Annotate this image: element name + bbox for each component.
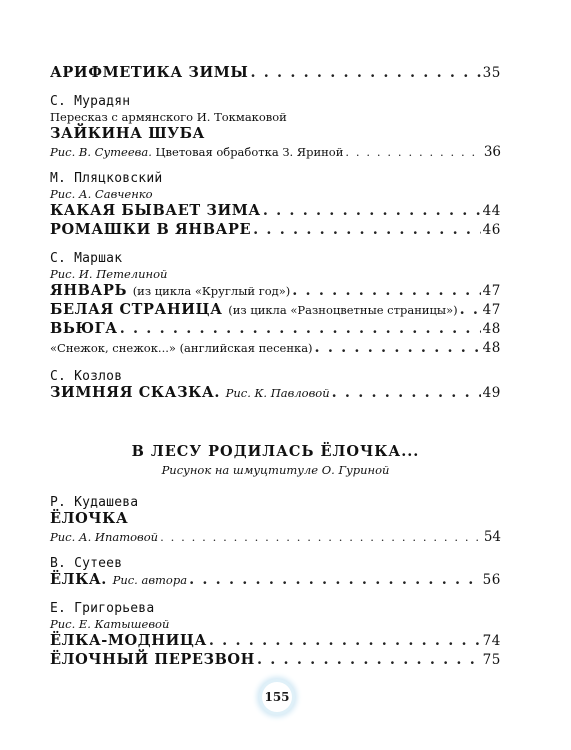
author-name: С. Козлов xyxy=(50,369,123,384)
dot-leader xyxy=(209,632,481,649)
toc-entry-title: АРИФМЕТИКА ЗИМЫ xyxy=(50,64,249,81)
toc-entry-title: БЕЛАЯ СТРАНИЦА xyxy=(50,301,223,318)
toc-entry-note: (из цикла «Разноцветные страницы») xyxy=(228,303,458,317)
author-block xyxy=(50,171,501,240)
illustrator-credit: Рис. А. Савченко xyxy=(50,187,153,201)
toc-entry xyxy=(50,384,501,403)
dot-leader xyxy=(332,384,481,401)
toc-entry-page: 48 xyxy=(482,321,501,337)
dot-leader xyxy=(189,571,481,588)
toc-entry xyxy=(50,339,501,358)
toc-entry xyxy=(50,320,501,339)
dot-leader xyxy=(460,301,481,318)
toc-entry xyxy=(50,571,501,590)
dot-leader xyxy=(263,202,481,219)
author-block xyxy=(50,369,501,403)
toc-entry-page: 35 xyxy=(482,65,501,81)
section-subtitle: Рисунок на шмуцтитуле О. Гуриной xyxy=(161,463,390,477)
toc-entry-page: 75 xyxy=(482,652,501,668)
toc-entry-title: ЁЛОЧКА xyxy=(50,510,129,527)
author-name: В. Сутеев xyxy=(50,556,123,571)
toc-entry xyxy=(50,202,501,221)
toc-entry-note: «Снежок, снежок...» (английская песенка) xyxy=(50,341,313,355)
toc-entry xyxy=(50,282,501,301)
toc-entry-title: ЁЛОЧНЫЙ ПЕРЕЗВОН xyxy=(50,651,255,668)
toc-entry xyxy=(50,144,501,160)
author-name: Р. Кудашева xyxy=(50,495,139,510)
section-title: В ЛЕСУ РОДИЛАСЬ ЁЛОЧКА... xyxy=(131,443,420,460)
author-block xyxy=(50,94,501,160)
author-block xyxy=(50,495,501,545)
toc-entry xyxy=(50,651,501,670)
toc-entry-page: 56 xyxy=(482,572,501,588)
illustrator-credit: Рис. И. Петелиной xyxy=(50,267,168,281)
toc-entry xyxy=(50,632,501,651)
toc-entry-title: ВЬЮГА xyxy=(50,320,118,337)
author-name: С. Маршак xyxy=(50,251,123,266)
toc-entry-title: ЁЛКА-МОДНИЦА xyxy=(50,632,207,649)
retelling-note: Пересказ с армянского И. Токмаковой xyxy=(50,110,287,124)
color-note: Цветовая обработка З. Яриной xyxy=(155,145,344,159)
toc-entry-page: 47 xyxy=(482,283,501,299)
toc-entry-note: (из цикла «Круглый год») xyxy=(132,284,291,298)
toc-entry-title: ЁЛКА. xyxy=(50,571,107,588)
toc-entry-title: РОМАШКИ В ЯНВАРЕ xyxy=(50,221,252,238)
author-block xyxy=(50,251,501,358)
dot-leader xyxy=(257,651,481,668)
author-name: С. Мурадян xyxy=(50,94,131,109)
toc-entry xyxy=(50,64,501,83)
toc-entry-title: КАКАЯ БЫВАЕТ ЗИМА xyxy=(50,202,261,219)
toc-entry-page: 36 xyxy=(483,144,501,160)
toc-entry xyxy=(50,301,501,320)
toc-entry-title: ЯНВАРЬ xyxy=(50,282,128,299)
toc-entry-page: 44 xyxy=(482,203,501,219)
illustrator-credit: Рис. автора xyxy=(112,573,188,587)
illustrator-credit: Рис. А. Ипатовой xyxy=(50,530,159,544)
toc-entry-title: ЗИМНЯЯ СКАЗКА. xyxy=(50,384,220,401)
illustrator-credit: Рис. В. Сутеева. xyxy=(50,145,152,159)
author-block xyxy=(50,601,501,670)
dot-leader xyxy=(315,339,481,356)
toc-entry-page: 47 xyxy=(482,302,501,318)
toc-entry-page: 74 xyxy=(482,633,501,649)
toc-entry-page: 48 xyxy=(482,340,501,356)
dot-leader xyxy=(253,221,480,238)
toc-entry xyxy=(50,529,501,545)
author-name: Е. Григорьева xyxy=(50,601,155,616)
author-block xyxy=(50,556,501,590)
toc-entry-page: 54 xyxy=(483,529,501,545)
illustrator-credit: Рис. К. Павловой xyxy=(225,386,330,400)
illustrator-credit: Рис. Е. Катышевой xyxy=(50,617,170,631)
table-of-contents xyxy=(50,64,501,674)
dot-leader xyxy=(345,144,481,160)
toc-entry xyxy=(50,221,501,240)
author-name: М. Пляцковский xyxy=(50,171,163,186)
dot-leader xyxy=(250,64,480,81)
toc-entry-title: ЗАЙКИНА ШУБА xyxy=(50,125,205,142)
dot-leader xyxy=(120,320,481,337)
dot-leader xyxy=(292,282,480,299)
page-number: 155 xyxy=(262,682,292,712)
toc-entry-page: 49 xyxy=(482,385,501,401)
toc-entry-page: 46 xyxy=(482,222,501,238)
dot-leader xyxy=(160,529,482,545)
